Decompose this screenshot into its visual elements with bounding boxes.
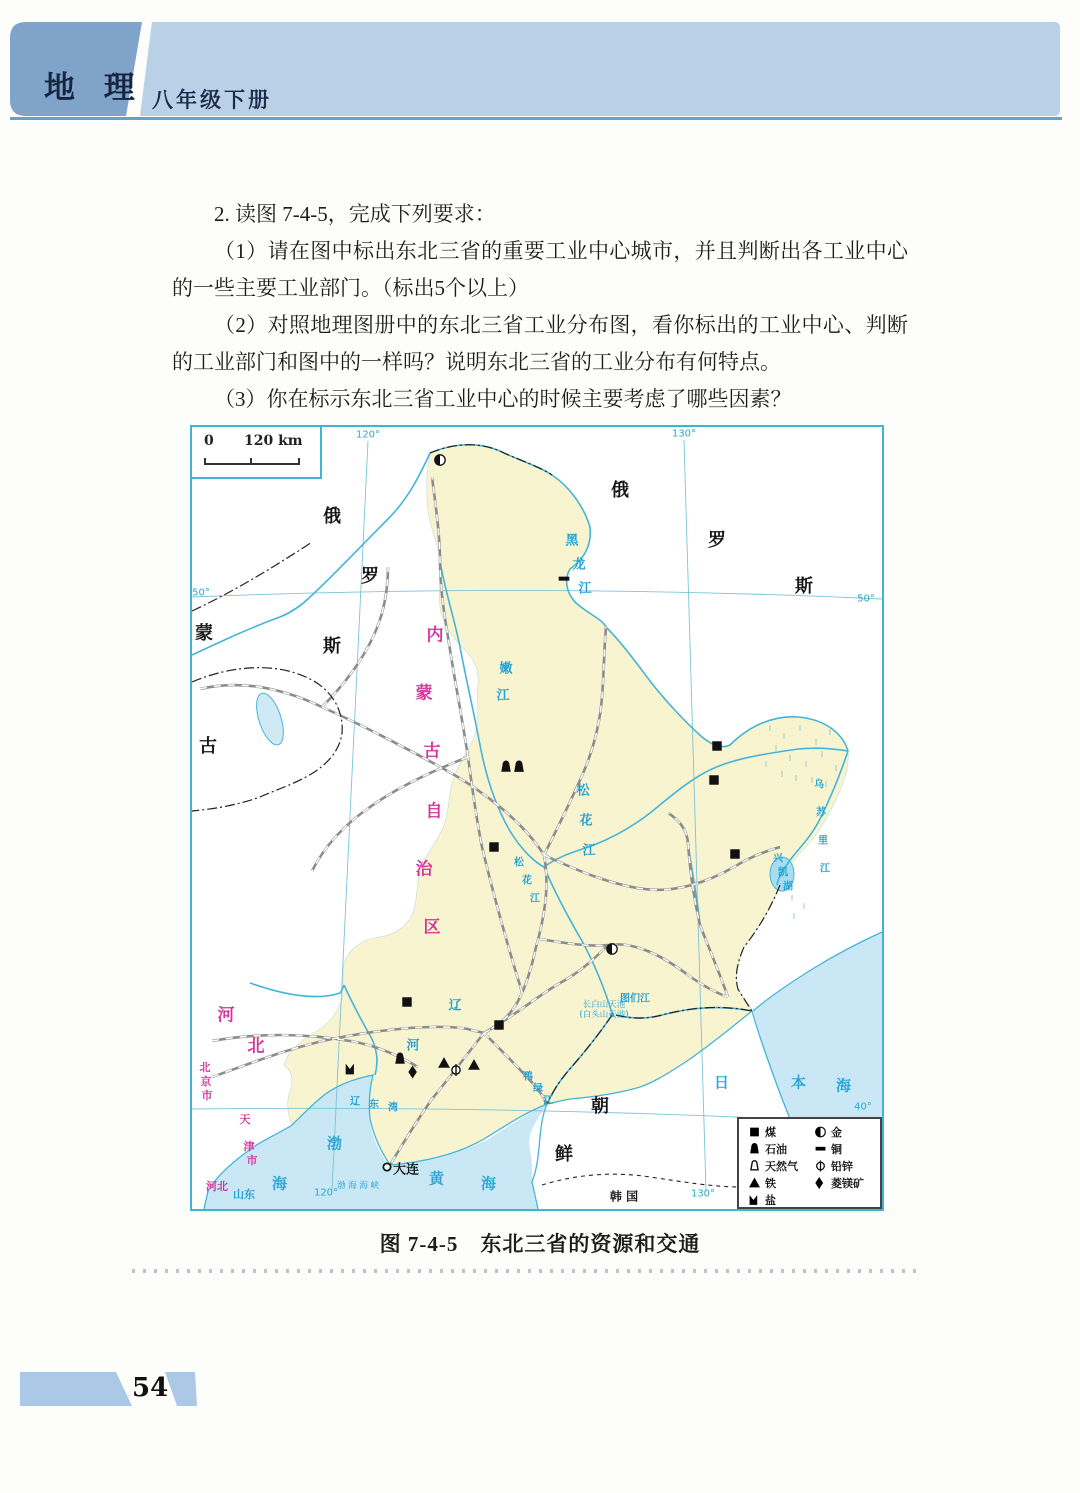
legend-item-coal — [749, 1123, 798, 1140]
map-label: 斯 — [323, 636, 341, 657]
map-label: 苏 — [816, 807, 826, 819]
map-label: 斯 — [795, 576, 813, 597]
gold-icon — [815, 1126, 826, 1138]
map-label: 韩 国 — [609, 1189, 639, 1204]
map-label: 河 — [406, 1038, 420, 1054]
map-label: 凯 — [778, 867, 788, 879]
figure-caption: 图 7-4-5 东北三省的资源和交通 — [379, 1232, 701, 1256]
header-divider — [10, 117, 1062, 120]
map-label: 50° — [192, 587, 210, 599]
map-label: 市 — [201, 1089, 213, 1102]
map-figure — [190, 425, 884, 1211]
map-label: 鲜 — [555, 1144, 573, 1165]
legend-item-leadzinc — [815, 1157, 864, 1174]
map-label: 长白山天池 — [582, 1000, 626, 1010]
map-label: 渤 海 海 峡 — [336, 1181, 380, 1191]
legend-item-oil — [749, 1140, 798, 1157]
salt-symbol — [345, 1063, 357, 1076]
map-label: 江 — [582, 843, 596, 859]
map-label: 江 — [530, 893, 540, 905]
map-label: 朝 — [591, 1096, 609, 1117]
map-label: 江 — [820, 863, 830, 875]
iron-symbol — [468, 1059, 480, 1072]
legend-label: 金 — [831, 1125, 842, 1139]
map-label: 黄 — [428, 1169, 446, 1188]
coal-icon — [749, 1126, 760, 1138]
map-label: 市 — [246, 1154, 258, 1167]
page-number: 54 — [132, 1373, 169, 1403]
map-label: 日 — [713, 1073, 731, 1092]
exercise-item-3: （3）你在标示东北三省工业中心的时候主要考虑了哪些因素？ — [214, 387, 792, 411]
map-label: 古 — [423, 741, 441, 762]
copper-icon — [815, 1143, 826, 1155]
map-label: 130° — [690, 1188, 716, 1200]
scale-line — [204, 463, 300, 465]
map-label: 海 — [480, 1174, 498, 1193]
map-label: 海 — [271, 1174, 289, 1193]
legend-item-copper — [815, 1140, 864, 1157]
page-header — [0, 0, 1080, 130]
map-label: 古 — [199, 736, 217, 757]
map-label: 黑 — [565, 533, 579, 549]
magnesite-icon — [815, 1177, 826, 1189]
map-label: 治 — [415, 859, 433, 880]
map-label: 40° — [854, 1101, 872, 1113]
dotted-separator — [132, 1269, 920, 1273]
map-label: 120° — [313, 1187, 339, 1199]
map-label: 内 — [426, 625, 444, 646]
legend-label: 菱镁矿 — [831, 1176, 864, 1190]
map-label: 辽 — [448, 998, 462, 1014]
scale-end-label: 120 km — [244, 433, 303, 449]
legend-label: 铜 — [831, 1142, 842, 1156]
map-label: 江 — [543, 1095, 553, 1107]
map-label: 嫩 — [499, 661, 513, 677]
legend-label: 石油 — [765, 1142, 787, 1156]
map-label: 120° — [355, 429, 381, 441]
map-label: 江 — [578, 581, 592, 597]
map-label: 北 — [247, 1036, 265, 1057]
legend-label: 煤 — [765, 1125, 776, 1139]
city-symbol — [381, 1161, 393, 1174]
map-legend — [737, 1117, 882, 1209]
map-label: 辽 — [350, 1096, 360, 1108]
map-label: 龙 — [572, 557, 586, 573]
map-label: 松 — [514, 857, 524, 869]
legend-item-magnesite — [815, 1174, 864, 1191]
map-label: 自 — [425, 801, 443, 822]
map-label: 东 — [369, 1099, 379, 1111]
footer-bar-accent — [165, 1372, 199, 1406]
map-label: 河北 — [206, 1180, 228, 1193]
map-overlay — [192, 427, 882, 1209]
map-label: 50° — [857, 593, 875, 605]
map-label: 北 — [199, 1061, 211, 1074]
oil-symbol — [394, 1053, 406, 1066]
scale-start-label: 0 — [204, 433, 214, 449]
subject-title: 地 理 — [44, 70, 144, 106]
map-label: 罗 — [361, 566, 379, 587]
legend-label: 天然气 — [765, 1159, 798, 1173]
map-label: 松 — [576, 783, 590, 799]
map-label: 区 — [423, 917, 441, 938]
salt-icon — [749, 1194, 760, 1206]
map-label: 130° — [671, 428, 697, 440]
coal-symbol — [729, 848, 741, 861]
volume-subtitle: 八年级下册 — [152, 87, 272, 112]
map-label: 图们江 — [620, 993, 650, 1005]
map-label: 花 — [579, 813, 593, 829]
iron-symbol — [438, 1057, 450, 1070]
map-label: 鸭 — [523, 1071, 533, 1083]
map-label: 津 — [243, 1140, 255, 1153]
map-label: 里 — [818, 835, 828, 847]
coal-symbol — [401, 996, 413, 1009]
page-footer — [20, 1372, 280, 1406]
exercise-block — [172, 196, 908, 418]
footer-bar — [20, 1372, 132, 1406]
map-label: (白头山天池) — [579, 1010, 629, 1020]
map-label: 俄 — [323, 506, 341, 527]
exercise-item-1: （1）请在图中标出东北三省的重要工业中心城市，并且判断出各工业中心的一些主要工业部门。（标出5个以上） — [172, 239, 908, 300]
map-label: 湖 — [783, 881, 793, 893]
map-label: 本 — [790, 1073, 808, 1092]
legend-item-gold — [815, 1123, 864, 1140]
map-label: 罗 — [708, 530, 726, 551]
gas-symbol — [513, 761, 525, 774]
legend-column-right — [815, 1123, 864, 1191]
map-label: 海 — [835, 1076, 853, 1095]
coal-symbol — [493, 1019, 505, 1032]
map-label: 山东 — [233, 1188, 255, 1201]
exercise-item-2: （2）对照地理图册中的东北三省工业分布图，看你标出的工业中心、判断的工业部门和图中的一样吗？说明东北三省的工业分布有何特点。 — [172, 313, 908, 374]
gold-symbol — [434, 454, 446, 467]
legend-item-salt — [749, 1191, 798, 1208]
map-label: 河 — [217, 1005, 235, 1026]
gold-symbol — [606, 943, 618, 956]
legend-item-iron — [749, 1174, 798, 1191]
coal-symbol — [711, 740, 723, 753]
exercise-intro: 2. 读图 7-4-5，完成下列要求： — [214, 202, 496, 226]
map-label: 俄 — [611, 480, 629, 501]
legend-item-gas — [749, 1157, 798, 1174]
leadzinc-icon — [815, 1160, 826, 1172]
coal-symbol — [488, 841, 500, 854]
map-label: 兴 — [773, 853, 783, 865]
map-label: 天 — [239, 1113, 251, 1126]
map-label: 京 — [200, 1075, 212, 1088]
map-label: 湾 — [388, 1102, 398, 1114]
oil-symbol — [500, 761, 512, 774]
map-label: 渤 — [326, 1134, 344, 1153]
map-label: 江 — [496, 688, 510, 704]
map-label: 蒙 — [415, 683, 433, 704]
legend-column-left — [749, 1123, 798, 1208]
copper-symbol — [558, 573, 570, 586]
map-label: 花 — [522, 875, 532, 887]
scale-mid-tick — [250, 458, 252, 463]
magnesite-symbol — [408, 1066, 420, 1079]
scale-bar — [192, 427, 322, 479]
leadzinc-symbol — [450, 1064, 462, 1077]
legend-label: 铅锌 — [831, 1159, 853, 1173]
map-label: 大连 — [392, 1162, 420, 1178]
legend-label: 盐 — [765, 1193, 776, 1207]
legend-label: 铁 — [765, 1176, 776, 1190]
oil-icon — [749, 1143, 760, 1155]
map-label: 乌 — [814, 779, 824, 791]
gas-icon — [749, 1160, 760, 1172]
map-label: 绿 — [533, 1083, 543, 1095]
coal-symbol — [708, 774, 720, 787]
iron-icon — [749, 1177, 760, 1189]
map-label: 蒙 — [195, 623, 213, 644]
